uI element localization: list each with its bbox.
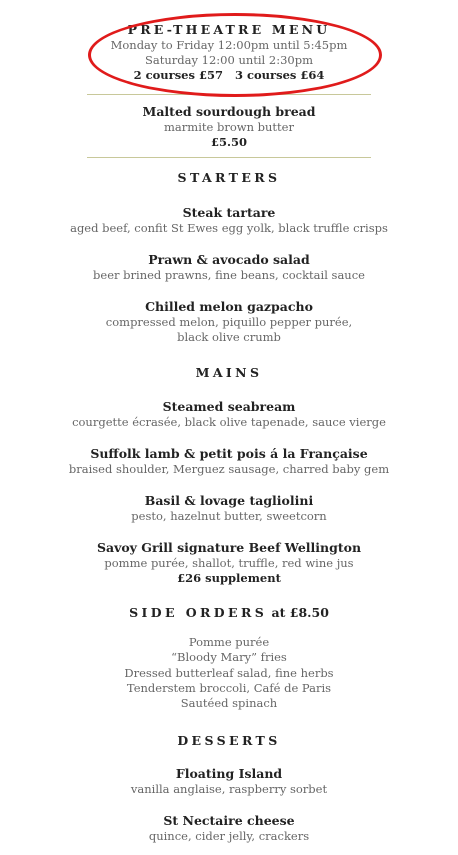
divider [87, 157, 371, 158]
dish-item [0, 446, 458, 477]
dish-name: Basil & lovage tagliolini [144, 493, 314, 508]
dish-desc: braised shoulder, Merguez sausage, charred baby gem [68, 462, 390, 476]
section-title-desserts: DESSERTS [177, 733, 281, 749]
dish-price: £5.50 [210, 135, 247, 149]
side-orders-list [0, 635, 458, 711]
dish-name: Chilled melon gazpacho [145, 299, 313, 314]
dish-desc: aged beef, confit St Ewes egg yolk, black truffle crisps [70, 221, 388, 235]
dish-item [0, 766, 458, 797]
dish-desc: vanilla anglaise, raspberry sorbet [130, 782, 328, 797]
weekday-hours: Monday to Friday 12:00pm until 5:45pm [110, 38, 348, 52]
dish-item [0, 540, 458, 586]
dish-item [0, 813, 458, 844]
dish-desc: pomme purée, shallot, truffle, red wine jus [104, 556, 354, 570]
dish-item [0, 299, 458, 345]
section-title-text: SIDE ORDERS [129, 605, 268, 620]
menu-header [0, 0, 458, 92]
side-item: Tenderstem broccoli, Café de Paris [126, 680, 332, 695]
saturday-hours: Saturday 12:00 until 2:30pm [145, 53, 313, 67]
dish-desc: courgette écrasée, black olive tapenade, sauce vierge [72, 415, 386, 429]
dish-desc: compressed melon, piquillo pepper purée, [105, 315, 353, 329]
section-title-mains: MAINS [195, 365, 263, 380]
dish-name: Malted sourdough bread [142, 104, 316, 119]
dish-name: Steak tartare [182, 205, 276, 220]
dish-desc: marmite brown butter [164, 120, 294, 134]
dish-desc: beer brined prawns, fine beans, cocktail sauce [93, 268, 365, 282]
course-prices: 2 courses £57 3 courses £64 [133, 68, 325, 82]
bread-item [0, 95, 458, 157]
section-title-starters: STARTERS [177, 170, 281, 185]
dish-name: Suffolk lamb & petit pois á la Française [90, 446, 368, 461]
dish-name: Floating Island [175, 766, 283, 782]
section-title-suffix: at £8.50 [267, 605, 329, 620]
dish-desc: quince, cider jelly, crackers [148, 829, 310, 844]
dish-name: Savoy Grill signature Beef Wellington [96, 540, 362, 555]
dish-item [0, 205, 458, 236]
side-item: Sautéed spinach [180, 696, 278, 711]
section-title-sides [0, 605, 458, 621]
dish-name: Prawn & avocado salad [148, 252, 310, 267]
dish-item [0, 493, 458, 524]
dish-name: St Nectaire cheese [163, 813, 295, 829]
side-item: Dressed butterleaf salad, fine herbs [124, 665, 334, 680]
dish-item [0, 399, 458, 430]
side-item: Pomme purée [188, 635, 270, 649]
dish-item [0, 252, 458, 283]
menu-title: PRE-THEATRE MENU [127, 22, 331, 37]
dish-supplement: £26 supplement [177, 571, 281, 585]
dish-desc: pesto, hazelnut butter, sweetcorn [131, 509, 327, 523]
dish-desc: black olive crumb [177, 330, 281, 344]
side-item: “Bloody Mary” fries [171, 650, 287, 665]
dish-name: Steamed seabream [162, 399, 296, 414]
